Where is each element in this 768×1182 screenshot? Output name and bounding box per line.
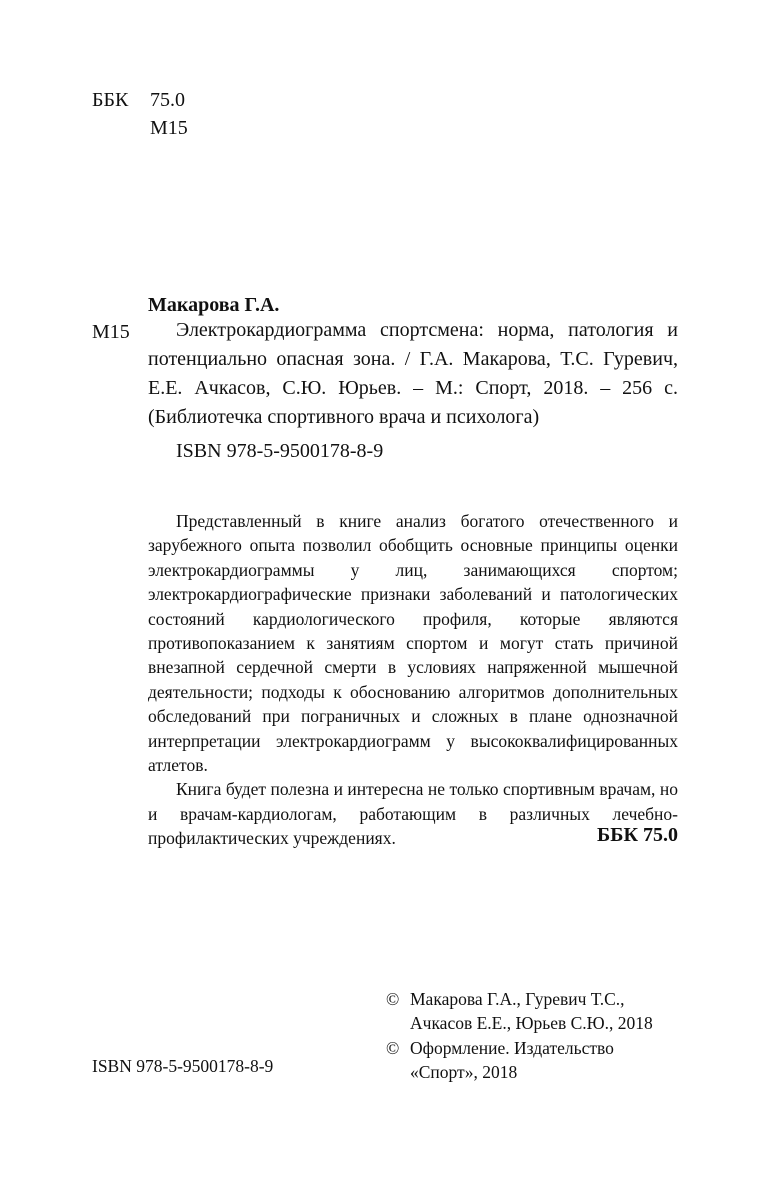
bbk-header	[92, 86, 188, 142]
bbk-index-bottom: ББК 75.0	[597, 824, 678, 846]
abstract	[148, 509, 678, 851]
bibliographic-description	[148, 316, 678, 466]
isbn-footer: ISBN 978-5-9500178-8-9	[92, 1056, 274, 1076]
copyright-icon: ©	[386, 989, 400, 1009]
copyright-authors	[386, 987, 686, 1036]
copyright-block	[386, 987, 686, 1085]
cutter-code-side: М15	[92, 321, 130, 343]
description-text: Электрокардиограмма спортсмена: норма, патология и потенциально опасная зона. / Г.А. Макарова, Т.С. Гуревич, Е.Е. Ачкасов, С.Ю. Юрьев. – М.: Спорт, 2018. – 256 с. (Библиотечка спортивного врача и психолога)	[148, 319, 678, 428]
bbk-label: ББК	[92, 89, 129, 111]
bbk-line	[92, 86, 188, 114]
copyright-authors-text: Макарова Г.А., Гуревич Т.С., Ачкасов Е.Е., Юрьев С.Ю., 2018	[410, 989, 653, 1034]
copyright-icon: ©	[386, 1037, 400, 1058]
cutter-code-top: М15	[150, 117, 188, 139]
abstract-paragraph-1: Представленный в книге анализ богатого отечественного и зарубежного опыта позволил обобщить основные принципы оценки электрокардиограммы у лиц, занимающихся спортом; электрокардиографические признаки заболеваний и патологических состояний кардиологического профиля, которые являются противопоказанием к занятиям спортом и могут стать причиной внезапной сердечной смерти в условиях напряженной мышечной деятельности; подходы к обоснованию алгоритмов дополнительных обследований при пограничных и сложных в плане однозначной интерпретации электрокардиограмм у высококвалифицированных атлетов.	[148, 511, 678, 776]
copyright-design	[386, 1036, 686, 1085]
isbn-entry: ISBN 978-5-9500178-8-9	[176, 440, 384, 462]
abstract-paragraph-2: Книга будет полезна и интересна не только спортивным врачам, но и врачам-кардиологам, работающим в различных лечебно-профилактических учреждениях.	[148, 779, 678, 849]
bbk-code: 75.0	[150, 89, 185, 111]
copyright-design-text: Оформление. Издательство «Спорт», 2018	[410, 1037, 614, 1083]
author-heading: Макарова Г.А.	[148, 294, 280, 316]
